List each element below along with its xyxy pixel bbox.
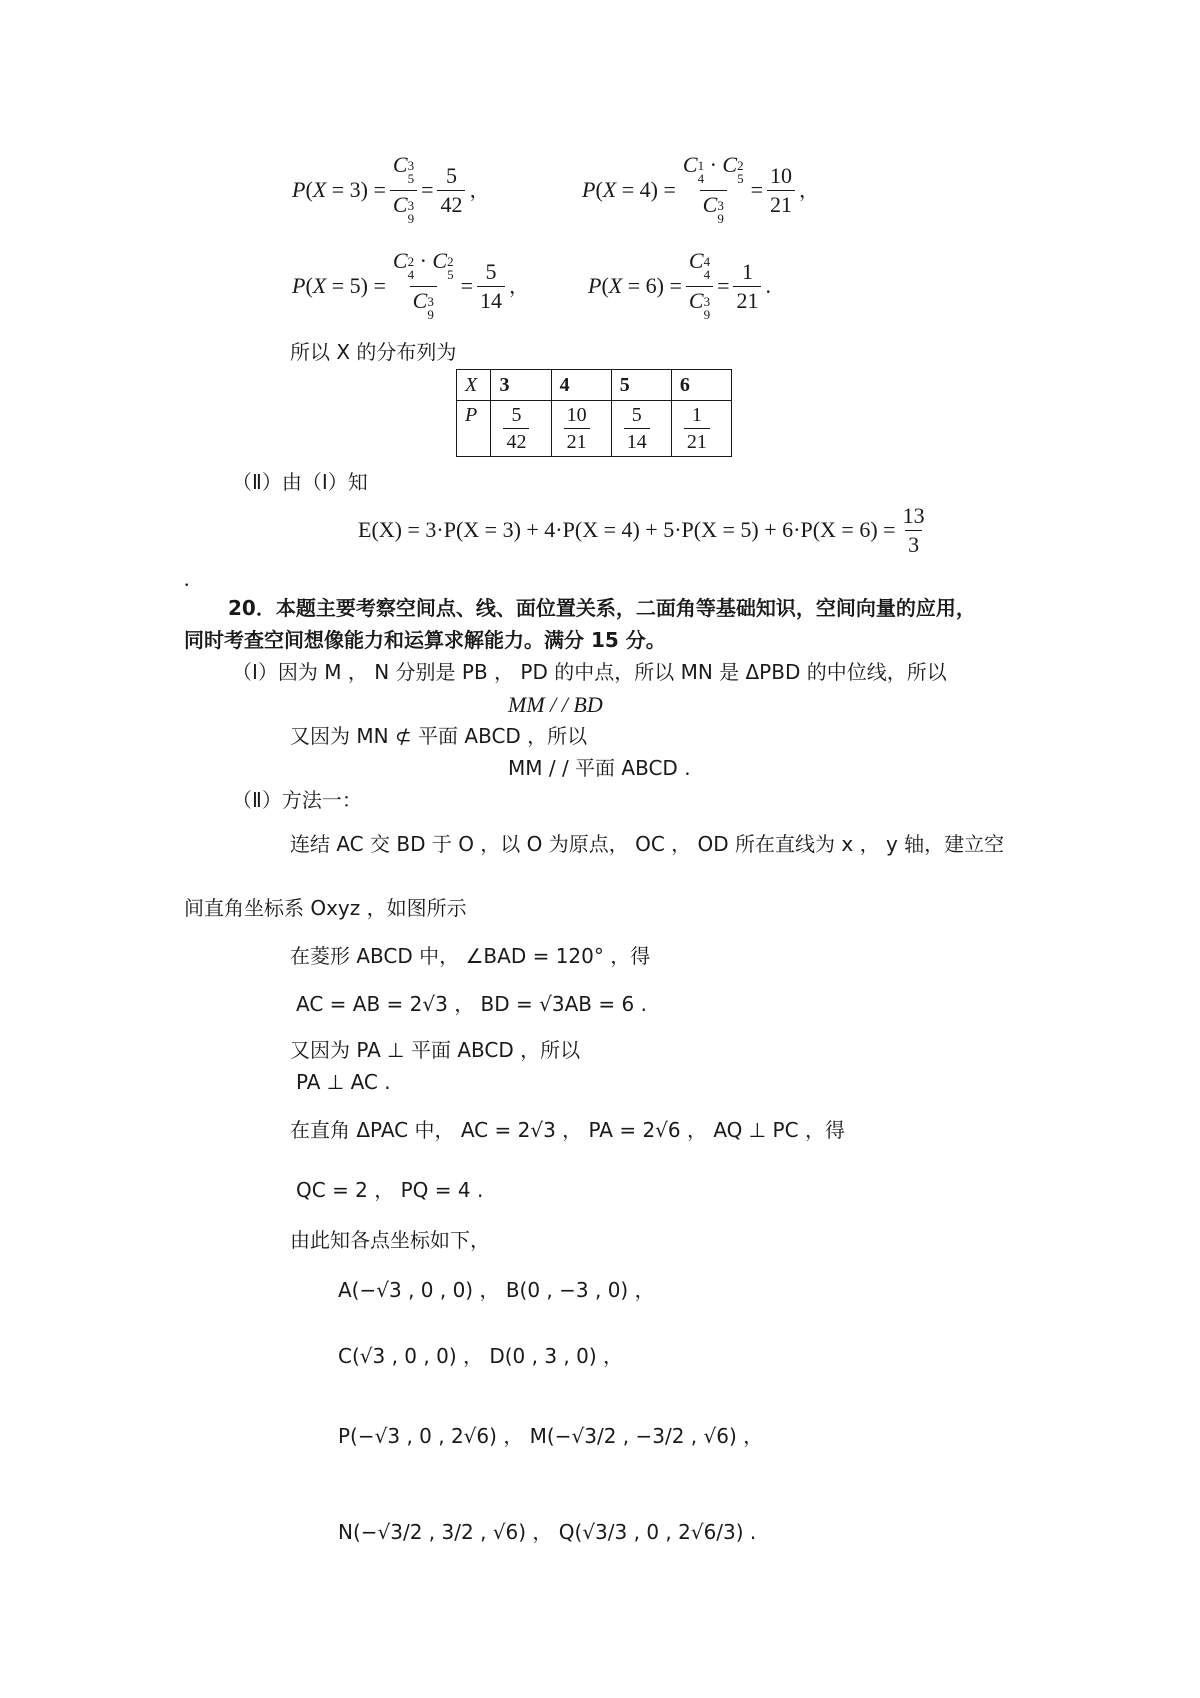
q20-p1: （Ⅰ）因为 M ， N 分别是 PB ， PD 的中点，所以 MN 是 ΔPBD 的中位线，所以 [232, 660, 947, 684]
table-cell: $\frac{5}{42}$ [491, 401, 551, 457]
q20-m2: 间直角坐标系 Oxyz ，如图所示 [184, 896, 467, 920]
table-header-x: X [457, 370, 491, 401]
q20-method: （Ⅱ）方法一： [232, 788, 362, 812]
coords-p-m: P(−√3 , 0 , 2√6) ， M(−√3/2 , −3/2 , √6) ， [338, 1424, 764, 1448]
q20-p1-eq: MM / / BD [508, 692, 603, 717]
table-cell: 5 [611, 370, 671, 401]
table-cell: $\frac{1}{21}$ [671, 401, 731, 457]
part2-intro: （Ⅱ）由（Ⅰ）知 [232, 470, 368, 494]
coords-a-b: A(−√3 , 0 , 0) ， B(0 , −3 , 0) ， [338, 1278, 655, 1302]
formula-p-x5: P ( X = 5) = C 2 4 · C 2 5 C 3 9 = $\frac{5}{14}$ ， [292, 247, 529, 322]
table-cell: 6 [671, 370, 731, 401]
table-cell: $\frac{10}{21}$ [551, 401, 611, 457]
distribution-table [456, 369, 732, 457]
table-header-p: P [457, 401, 491, 457]
table-cell: 3 [491, 370, 551, 401]
q20-m8: QC = 2 ， PQ = 4 . [296, 1178, 484, 1202]
q20-m7: 在直角 ΔPAC 中， AC = 2√3 ， PA = 2√6 ， AQ ⊥ PC ，得 [290, 1118, 845, 1142]
dist-intro: 所以 X 的分布列为 [290, 340, 457, 364]
q20-line2: 同时考查空间想像能力和运算求解能力。满分 15 分。 [184, 628, 666, 652]
formula-p-x4: P ( X = 4) = C 1 4 · C 2 5 C 3 9 = $\frac{10}{21}$ ， [582, 151, 819, 226]
table-cell: 4 [551, 370, 611, 401]
table-row [457, 370, 732, 401]
q20-m9: 由此知各点坐标如下， [290, 1228, 490, 1252]
q20-p2-eq: MM / / 平面 ABCD . [508, 756, 691, 780]
coords-n-q: N(−√3/2 , 3/2 , √6) ， Q(√3/3 , 0 , 2√6/3) . [338, 1520, 757, 1544]
q20-p2: 又因为 MN ⊄ 平面 ABCD ，所以 [290, 724, 588, 748]
q20-m1: 连结 AC 交 BD 于 O ，以 O 为原点， OC ， OD 所在直线为 x ， y 轴，建立空 [290, 832, 1005, 856]
q20-m3: 在菱形 ABCD 中， ∠BAD = 120° ，得 [290, 944, 651, 968]
formula-p-x3: P ( X = 3) = C 3 5 C 3 9 = $\frac{5}{42}$ ， [292, 151, 490, 226]
expectation-formula: E(X) = 3·P(X = 3) + 4·P(X = 4) + 5·P(X = 5) + 6·P(X = 6) = $\frac{13}{3}$ [358, 502, 925, 557]
stray-dot: . [184, 566, 190, 591]
q20-line1: 20． 本题主要考察空间点、线、面位置关系，二面角等基础知识，空间向量的应用， [228, 596, 976, 620]
table-cell: $\frac{5}{14}$ [611, 401, 671, 457]
q20-m5: 又因为 PA ⊥ 平面 ABCD ，所以 [290, 1038, 581, 1062]
formula-p-x6: P ( X = 6) = C 4 4 C 3 9 = $\frac{1}{21}$ . [588, 247, 771, 322]
q20-m4: AC = AB = 2√3 ， BD = √3AB = 6 . [296, 992, 647, 1016]
table-row [457, 401, 732, 457]
coords-c-d: C(√3 , 0 , 0) ， D(0 , 3 , 0) ， [338, 1344, 624, 1368]
q20-m6: PA ⊥ AC . [296, 1070, 391, 1094]
